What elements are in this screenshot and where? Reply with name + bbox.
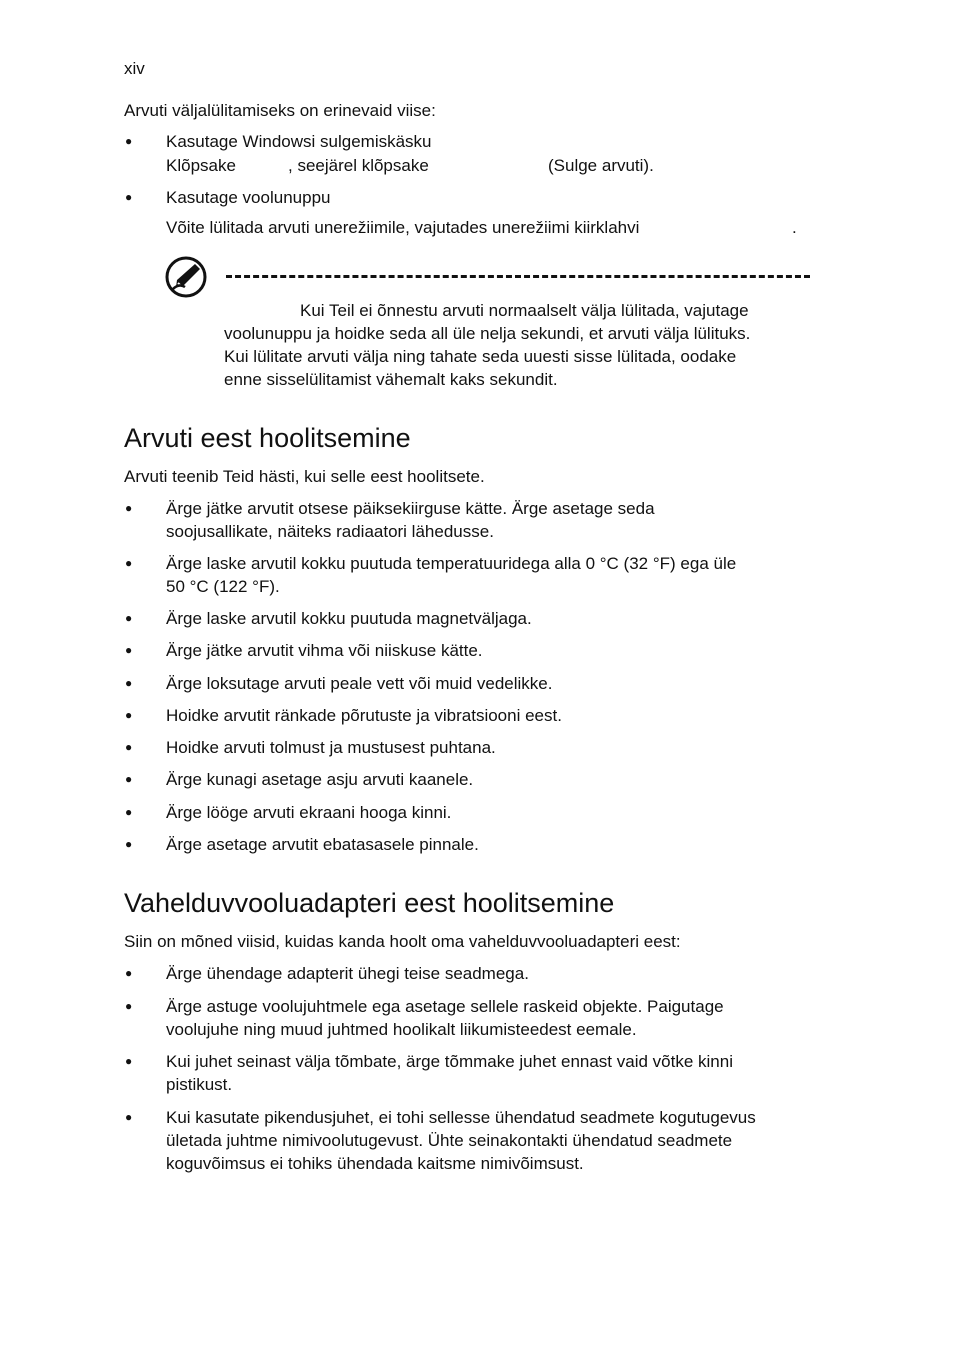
bullet-icon: ● [125, 1054, 133, 1068]
adapter-item-2-line1: Ärge astuge voolujuhtmele ega asetage sellele raskeid objekte. Paigutage [166, 997, 724, 1016]
bullet-icon: ● [125, 134, 133, 148]
note-divider [226, 275, 810, 278]
bullet-icon: ● [125, 740, 133, 754]
adapter-item-4-line2: ületada juhtme nimivoolutugevust. Ühte seinakontakti ühendatud seadmete [166, 1131, 733, 1150]
note-line-4: enne sisselülitamist vähemalt kaks sekundit. [224, 370, 558, 389]
bullet-icon: ● [125, 611, 133, 625]
adapter-intro: Siin on mõned viisid, kuidas kanda hoolt oma vahelduvvooluadapteri eest: [124, 932, 681, 951]
care-intro: Arvuti teenib Teid hästi, kui selle eest hoolitsete. [124, 467, 485, 486]
bullet-icon: ● [125, 643, 133, 657]
shutdown-intro: Arvuti väljalülitamiseks on erinevaid viise: [124, 101, 436, 120]
care-item-5: Ärge loksutage arvuti peale vett või muid vedelikke. [166, 674, 553, 693]
care-item-7: Hoidke arvuti tolmust ja mustusest puhtana. [166, 738, 496, 757]
note-pen-icon [165, 256, 207, 298]
shutdown-item-2-line2: Võite lülitada arvuti unerežiimile, vajutades unerežiimi kiirklahvi [166, 218, 640, 237]
shutdown-item-1-click: Klõpsake [166, 156, 236, 175]
adapter-item-1: Ärge ühendage adapterit ühegi teise seadmega. [166, 964, 529, 983]
bullet-icon: ● [125, 772, 133, 786]
care-heading: Arvuti eest hoolitsemine [124, 423, 411, 453]
note-line-1: Kui Teil ei õnnestu arvuti normaalselt välja lülitada, vajutage [300, 301, 749, 320]
shutdown-item-1-line1: Kasutage Windowsi sulgemiskäsku [166, 132, 432, 151]
bullet-icon: ● [125, 999, 133, 1013]
care-item-6: Hoidke arvutit ränkade põrutuste ja vibratsiooni eest. [166, 706, 562, 725]
shutdown-item-2-period: . [792, 218, 797, 237]
bullet-icon: ● [125, 556, 133, 570]
shutdown-item-1-then: , seejärel klõpsake [288, 156, 429, 175]
care-item-2-line2: 50 °C (122 °F). [166, 577, 280, 596]
adapter-heading: Vahelduvvooluadapteri eest hoolitsemine [124, 888, 615, 918]
bullet-icon: ● [125, 837, 133, 851]
shutdown-item-1-close: (Sulge arvuti). [548, 156, 654, 175]
care-item-2-line1: Ärge laske arvutil kokku puutuda temperatuuridega alla 0 °C (32 °F) ega üle [166, 554, 737, 573]
note-line-2: voolunuppu ja hoidke seda all üle nelja sekundi, et arvuti välja lülituks. [224, 324, 751, 343]
shutdown-item-2-line1: Kasutage voolunuppu [166, 188, 331, 207]
bullet-icon: ● [125, 805, 133, 819]
adapter-item-4-line1: Kui kasutate pikendusjuhet, ei tohi sellesse ühendatud seadmete kogutugevus [166, 1108, 756, 1127]
adapter-item-4-line3: koguvõimsus ei tohiks ühendada kaitsme nimivõimsust. [166, 1154, 584, 1173]
bullet-icon: ● [125, 708, 133, 722]
adapter-item-3-line2: pistikust. [166, 1075, 233, 1094]
care-item-10: Ärge asetage arvutit ebatasasele pinnale. [166, 835, 479, 854]
bullet-icon: ● [125, 1110, 133, 1124]
care-item-3: Ärge laske arvutil kokku puutuda magnetväljaga. [166, 609, 532, 628]
care-item-9: Ärge lööge arvuti ekraani hooga kinni. [166, 803, 452, 822]
bullet-icon: ● [125, 190, 133, 204]
bullet-icon: ● [125, 966, 133, 980]
note-line-3: Kui lülitate arvuti välja ning tahate seda uuesti sisse lülitada, oodake [224, 347, 737, 366]
care-item-1-line1: Ärge jätke arvutit otsese päiksekiirguse kätte. Ärge asetage seda [166, 499, 655, 518]
bullet-icon: ● [125, 501, 133, 515]
adapter-item-2-line2: voolujuhe ning muud juhtmed hoolikalt liikumisteedest eemale. [166, 1020, 637, 1039]
bullet-icon: ● [125, 676, 133, 690]
page-number: xiv [124, 59, 145, 78]
care-item-1-line2: soojusallikate, näiteks radiaatori lähedusse. [166, 522, 494, 541]
care-item-8: Ärge kunagi asetage asju arvuti kaanele. [166, 770, 474, 789]
care-item-4: Ärge jätke arvutit vihma või niiskuse kätte. [166, 641, 483, 660]
adapter-item-3-line1: Kui juhet seinast välja tõmbate, ärge tõmmake juhet ennast vaid võtke kinni [166, 1052, 733, 1071]
